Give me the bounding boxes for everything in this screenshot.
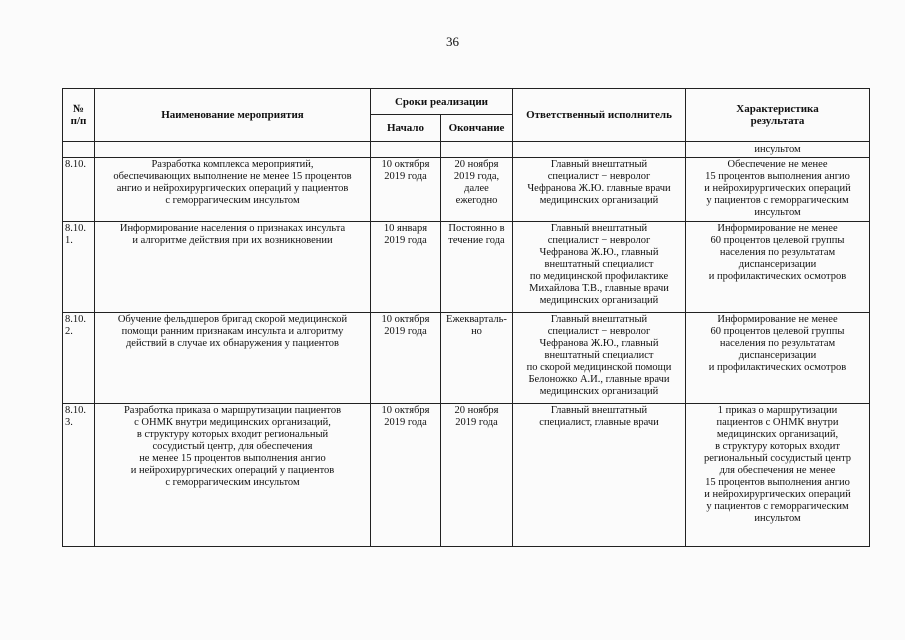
row-end: Ежекварталь- но xyxy=(441,313,513,404)
table-row xyxy=(63,404,870,547)
activities-table xyxy=(62,88,870,547)
cont-end xyxy=(441,142,513,158)
table-row xyxy=(63,158,870,222)
page-number: 36 xyxy=(446,34,459,49)
row-responsible: Главный внештатный специалист, главные врачи xyxy=(513,404,686,547)
table-row xyxy=(63,222,870,313)
row-end: 20 ноября 2019 года, далее ежегодно xyxy=(441,158,513,222)
cont-responsible xyxy=(513,142,686,158)
row-name: Обучение фельдшеров бригад скорой медицинской помощи ранним признакам инсульта и алгоритму действий в случае их обнаружения у пациентов xyxy=(95,313,371,404)
row-responsible: Главный внештатный специалист − невролог Чефранова Ж.Ю. главные врачи медицинских организаций xyxy=(513,158,686,222)
header-end: Окончание xyxy=(441,115,513,142)
header-name: Наименование мероприятия xyxy=(95,89,371,142)
continuation-row xyxy=(63,142,870,158)
row-start: 10 января 2019 года xyxy=(371,222,441,313)
header-result: Характеристика результата xyxy=(686,89,870,142)
header-row-1 xyxy=(63,89,870,115)
header-start: Начало xyxy=(371,115,441,142)
row-num: 8.10. 1. xyxy=(63,222,95,313)
row-result: 1 приказ о маршрутизации пациентов с ОНМК внутри медицинских организаций, в структуру которых входит региональный сосудистый центр для обеспечения не менее 15 процентов выполнения ангио и нейрохирургических операций у пациентов с геморрагическим инсультом xyxy=(686,404,870,547)
row-start: 10 октября 2019 года xyxy=(371,313,441,404)
cont-name xyxy=(95,142,371,158)
cont-result: инсультом xyxy=(686,142,870,158)
row-num: 8.10. 2. xyxy=(63,313,95,404)
header-num: № п/п xyxy=(63,89,95,142)
row-name: Разработка приказа о маршрутизации пациентов с ОНМК внутри медицинских организаций, в структуру которых входит региональный сосудистый центр, для обеспечения не менее 15 процентов выполнения ангио и нейрохирургических операций у пациентов с геморрагическим инсультом xyxy=(95,404,371,547)
cont-num xyxy=(63,142,95,158)
cont-start xyxy=(371,142,441,158)
row-num: 8.10. xyxy=(63,158,95,222)
row-result: Обеспечение не менее 15 процентов выполнения ангио и нейрохирургических операций у пациентов с геморрагическим инсультом xyxy=(686,158,870,222)
header-responsible: Ответственный исполнитель xyxy=(513,89,686,142)
table-row xyxy=(63,313,870,404)
row-end: Постоянно в течение года xyxy=(441,222,513,313)
row-start: 10 октября 2019 года xyxy=(371,404,441,547)
row-result: Информирование не менее 60 процентов целевой группы населения по результатам диспансеризации и профилактических осмотров xyxy=(686,222,870,313)
row-end: 20 ноября 2019 года xyxy=(441,404,513,547)
row-start: 10 октября 2019 года xyxy=(371,158,441,222)
row-name: Информирование населения о признаках инсульта и алгоритме действия при их возникновении xyxy=(95,222,371,313)
row-name: Разработка комплекса мероприятий, обеспечивающих выполнение не менее 15 процентов ангио и нейрохирургических операций у пациентов с геморрагическим инсультом xyxy=(95,158,371,222)
row-num: 8.10. 3. xyxy=(63,404,95,547)
row-responsible: Главный внештатный специалист − невролог Чефранова Ж.Ю., главный внештатный специалист по медицинской профилактике Михайлова Т.В., главные врачи медицинских организаций xyxy=(513,222,686,313)
header-period: Сроки реализации xyxy=(371,89,513,115)
row-result: Информирование не менее 60 процентов целевой группы населения по результатам диспансеризации и профилактических осмотров xyxy=(686,313,870,404)
row-responsible: Главный внештатный специалист − невролог Чефранова Ж.Ю., главный внештатный специалист по скорой медицинской помощи Белоножко А.И., главные врачи медицинских организаций xyxy=(513,313,686,404)
